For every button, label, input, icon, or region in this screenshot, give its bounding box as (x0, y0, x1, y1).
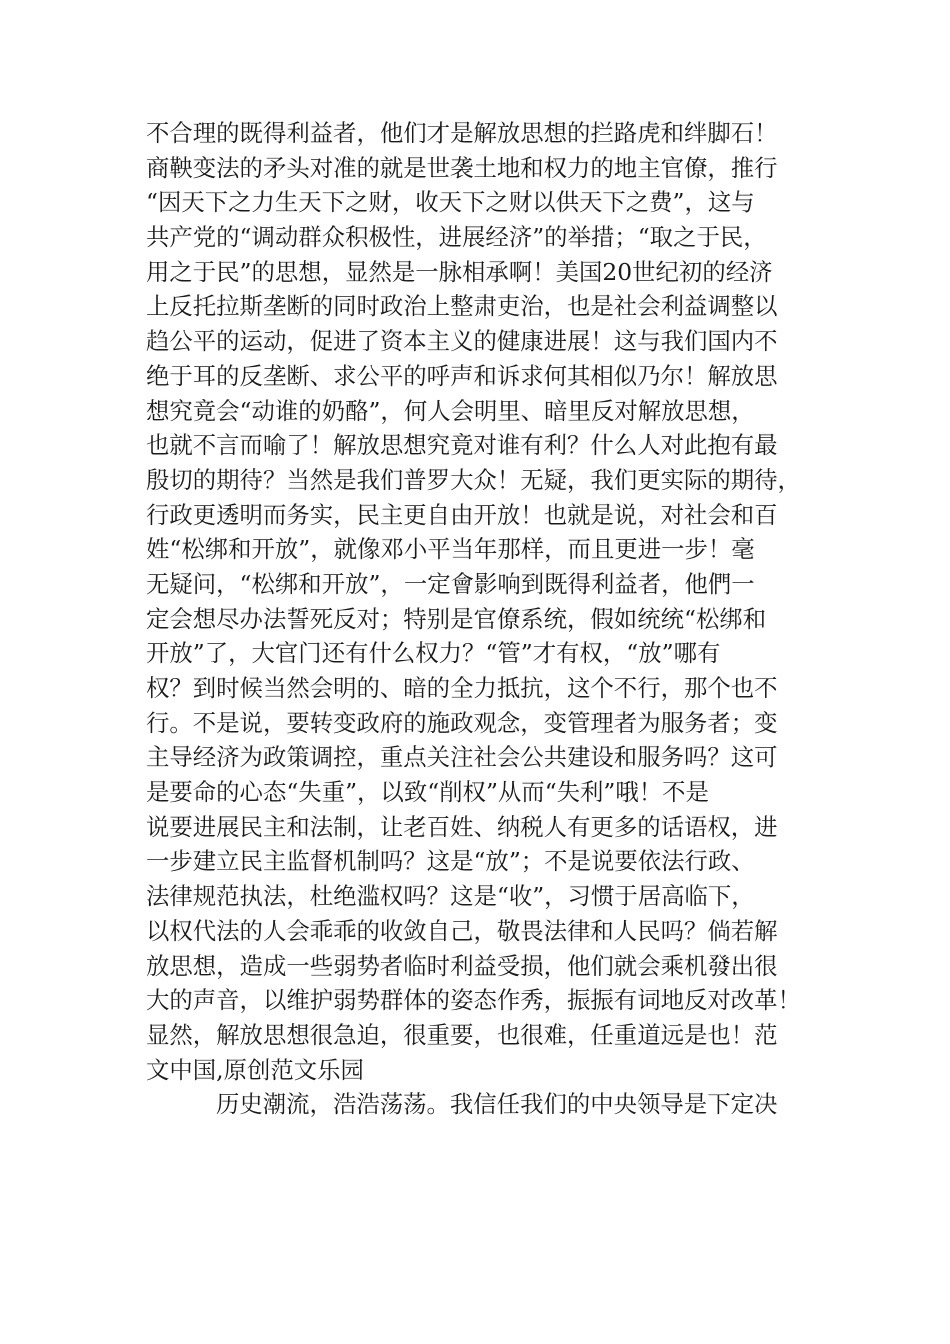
text-line: 想究竟会“动谁的奶酪”，何人会明里、暗里反对解放思想， (146, 396, 755, 425)
text-line: 共产党的“调动群众积极性，进展经济”的举措；“取之于民， (146, 223, 767, 252)
text-line: 权？到时候当然会明的、暗的全力抵抗，这个不行，那个也不 (146, 674, 778, 702)
text-line: 是要命的心态“失重”，以致“削权”从而“失利”哦！不是 (146, 778, 709, 807)
text-line: 殷切的期待？当然是我们普罗大众！无疑，我们更实际的期待， (146, 465, 801, 494)
text-line: 行政更透明而务实，民主更自由开放！也就是说，对社会和百 (146, 500, 778, 529)
text-line: 一步建立民主监督机制吗？这是“放”；不是说要依法行政、 (146, 847, 755, 876)
text-line: 行。不是说，要转变政府的施政观念，变管理者为服务者；变 (146, 708, 778, 737)
text-line: 绝于耳的反垄断、求公平的呼声和诉求何其相似乃尔！解放思 (146, 361, 778, 390)
text-line: 开放”了，大官门还有什么权力？“管”才有权，“放”哪有 (146, 639, 721, 668)
text-line: 不合理的既得利益者，他们才是解放思想的拦路虎和绊脚石！ (146, 119, 778, 147)
text-line: 以权代法的人会乖乖的收敛自己，敬畏法律和人民吗？倘若解 (146, 916, 778, 945)
text-line: 姓“松绑和开放”，就像邓小平当年那样，而且更进一步！毫 (146, 535, 755, 564)
text-line: 法律规范执法，杜绝滥权吗？这是“收”，习惯于居高临下， (146, 882, 755, 911)
paragraph-first-line: 历史潮流，浩浩荡荡。我信任我们的中央领导是下定决 (216, 1090, 778, 1119)
text-line: 定会想尽办法誓死反对；特别是官僚系统，假如统统“松绑和 (146, 604, 767, 633)
text-line: “因天下之力生天下之财，收天下之财以供天下之费”，这与 (146, 188, 755, 217)
text-line: 也就不言而喻了！解放思想究竟对谁有利？什么人对此抱有最 (146, 431, 778, 460)
body-text (146, 116, 816, 1122)
text-line: 用之于民”的思想，显然是一脉相承啊！美国20世纪初的经济 (146, 257, 773, 286)
text-line: 说要进展民主和法制，让老百姓、纳税人有更多的话语权，进 (146, 812, 778, 841)
text-line: 无疑问，“松绑和开放”，一定會影响到既得利益者，他們一 (146, 569, 755, 598)
text-line: 文中国,原创范文乐园 (146, 1055, 364, 1084)
text-line: 显然，解放思想很急迫，很重要，也很难，任重道远是也！范 (146, 1020, 778, 1049)
text-line: 放思想，造成一些弱势者临时利益受损，他们就会乘机發出很 (146, 951, 778, 980)
text-line: 趋公平的运动，促进了资本主义的健康进展！这与我们国内不 (146, 327, 778, 356)
text-line: 上反托拉斯垄断的同时政治上整肃吏治，也是社会利益调整以 (146, 292, 778, 321)
text-line: 大的声音，以维护弱势群体的姿态作秀，振振有词地反对改革！ (146, 986, 801, 1015)
text-line: 商鞅变法的矛头对准的就是世袭土地和权力的地主官僚，推行 (146, 153, 778, 182)
text-line: 主导经济为政策调控，重点关注社会公共建设和服务吗？这可 (146, 743, 778, 772)
